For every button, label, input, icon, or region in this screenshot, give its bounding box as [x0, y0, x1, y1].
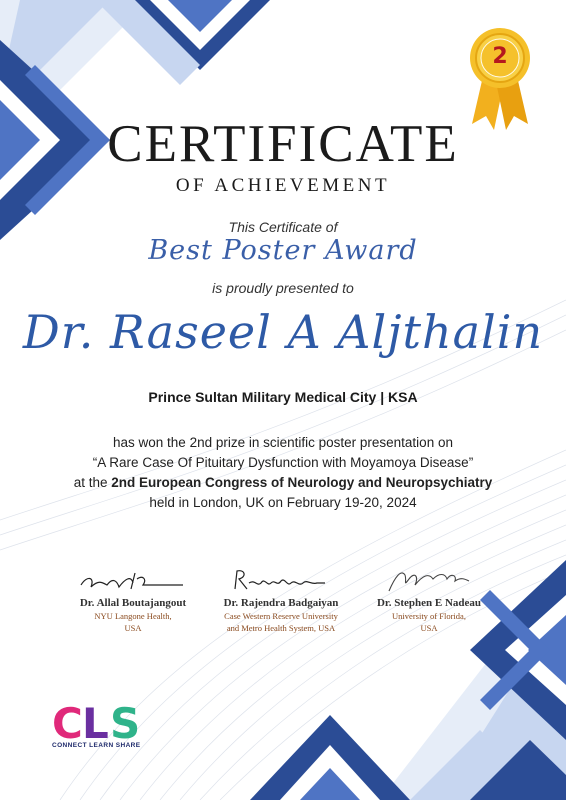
- signature-2: [221, 565, 341, 595]
- signatory-1-affiliation-2: USA: [124, 623, 142, 634]
- body-line-2: “A Rare Case Of Pituitary Dysfunction with Moyamoya Disease”: [92, 455, 474, 470]
- signatory-1: [48, 565, 218, 633]
- signatory-2-affiliation-1: Case Western Reserve University: [224, 611, 338, 621]
- signatory-1-affiliation-1: NYU Langone Health,: [94, 611, 172, 621]
- intro-text: This Certificate of: [228, 219, 338, 235]
- svg-text:L: L: [82, 700, 109, 742]
- signatory-2: [196, 565, 366, 633]
- congress-name: 2nd European Congress of Neurology and Neuropsychiatry: [111, 475, 493, 490]
- certificate-title: CERTIFICATE: [107, 115, 459, 173]
- recipient-institution: Prince Sultan Military Medical City | KSA: [148, 389, 418, 405]
- award-name: Best Poster Award: [148, 235, 418, 266]
- body-line-1: has won the 2nd prize in scientific poster presentation on: [113, 435, 453, 450]
- signatory-1-name: Dr. Allal Boutajangout: [79, 597, 187, 609]
- body-line-3-prefix: at the: [73, 475, 112, 490]
- certificate-subtitle: OF ACHIEVEMENT: [175, 175, 391, 196]
- medal-number: 2: [492, 44, 508, 69]
- body-line-3: [0, 475, 566, 490]
- presented-text: is proudly presented to: [212, 280, 354, 296]
- svg-text:S: S: [110, 700, 141, 742]
- signatory-3: [344, 565, 514, 633]
- recipient-name: Dr. Raseel A Aljthalin: [22, 305, 544, 359]
- logo-tagline: CONNECT LEARN SHARE: [52, 742, 141, 749]
- signatory-3-affiliation-1: University of Florida,: [392, 611, 466, 621]
- cls-logo-mark: [52, 700, 152, 742]
- signatory-2-name: Dr. Rajendra Badgaiyan: [223, 597, 339, 609]
- signatory-3-affiliation-2: USA: [420, 623, 438, 634]
- signature-1: [73, 565, 193, 595]
- signatory-2-affiliation-2: and Metro Health System, USA: [226, 623, 336, 634]
- svg-text:C: C: [52, 700, 83, 742]
- signature-3: [369, 565, 489, 595]
- body-line-4: held in London, UK on February 19-20, 2024: [149, 495, 417, 510]
- signatory-3-name: Dr. Stephen E Nadeau: [376, 597, 482, 609]
